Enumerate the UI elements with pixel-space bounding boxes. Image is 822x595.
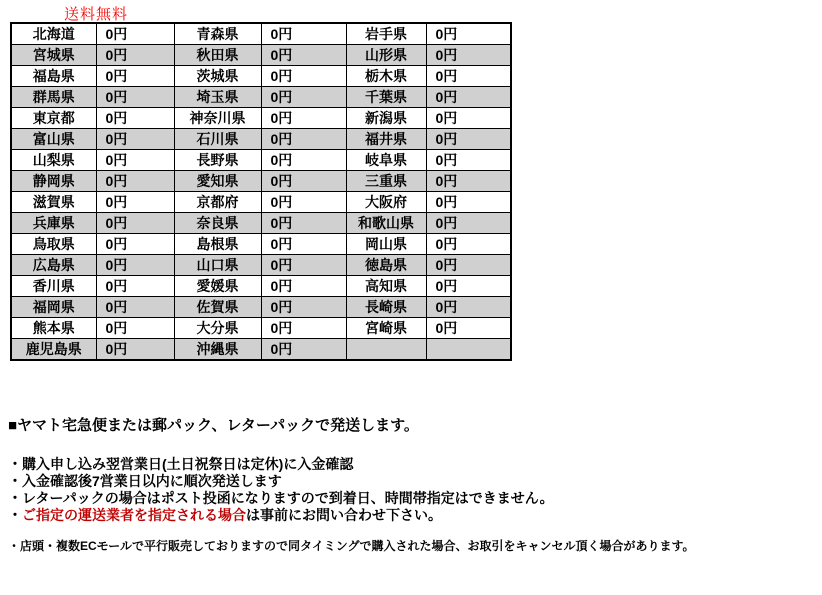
prefecture-name-cell: 山梨県 (11, 150, 96, 171)
shipping-fee-cell: 0円 (426, 150, 511, 171)
prefecture-name-cell: 岩手県 (346, 23, 426, 45)
note-text: ・購入申し込み翌営業日(土日祝祭日は定休)に入金確認 (8, 456, 354, 472)
prefecture-name-cell: 神奈川県 (174, 108, 261, 129)
table-row (11, 297, 511, 318)
prefecture-name-cell: 北海道 (11, 23, 96, 45)
shipping-fee-cell: 0円 (426, 318, 511, 339)
note-text: は事前にお問い合わせ下さい。 (246, 507, 442, 523)
shipping-fee-cell: 0円 (426, 66, 511, 87)
free-shipping-label: 送料無料 (64, 6, 129, 23)
prefecture-name-cell: 鹿児島県 (11, 339, 96, 361)
note-line (8, 490, 554, 507)
prefecture-name-cell: 千葉県 (346, 87, 426, 108)
shipping-fee-cell: 0円 (261, 276, 346, 297)
prefecture-name-cell: 奈良県 (174, 213, 261, 234)
prefecture-name-cell: 長崎県 (346, 297, 426, 318)
prefecture-name-cell: 富山県 (11, 129, 96, 150)
shipping-fee-cell: 0円 (426, 234, 511, 255)
table-row (11, 276, 511, 297)
shipping-fee-cell: 0円 (426, 255, 511, 276)
shipping-fee-cell: 0円 (426, 129, 511, 150)
note-red-text: ご指定の運送業者を指定される場合 (22, 507, 246, 523)
prefecture-name-cell: 京都府 (174, 192, 261, 213)
shipping-fee-cell: 0円 (261, 318, 346, 339)
shipping-fee-cell: 0円 (96, 192, 174, 213)
prefecture-name-cell: 高知県 (346, 276, 426, 297)
shipping-method-heading: ■ヤマト宅急便または郵パック、レターパックで発送します。 (8, 417, 419, 434)
prefecture-name-cell: 新潟県 (346, 108, 426, 129)
shipping-fee-cell: 0円 (96, 108, 174, 129)
prefecture-name-cell: 山口県 (174, 255, 261, 276)
note-text: ・入金確認後7営業日以内に順次発送します (8, 473, 282, 489)
shipping-fee-cell: 0円 (261, 234, 346, 255)
shipping-fee-cell: 0円 (96, 255, 174, 276)
table-row (11, 87, 511, 108)
table-row (11, 129, 511, 150)
shipping-fee-cell: 0円 (261, 66, 346, 87)
shipping-fee-cell: 0円 (96, 297, 174, 318)
shipping-fee-cell: 0円 (96, 129, 174, 150)
shipping-fee-cell: 0円 (96, 339, 174, 361)
prefecture-name-cell: 滋賀県 (11, 192, 96, 213)
shipping-fee-cell: 0円 (96, 276, 174, 297)
prefecture-name-cell: 佐賀県 (174, 297, 261, 318)
shipping-fee-cell (426, 339, 511, 361)
shipping-fee-cell: 0円 (96, 66, 174, 87)
prefecture-name-cell: 栃木県 (346, 66, 426, 87)
prefecture-name-cell: 福島県 (11, 66, 96, 87)
shipping-fee-cell: 0円 (96, 234, 174, 255)
shipping-fee-cell: 0円 (261, 255, 346, 276)
prefecture-name-cell: 香川県 (11, 276, 96, 297)
table-row (11, 150, 511, 171)
prefecture-name-cell: 宮崎県 (346, 318, 426, 339)
table-row (11, 192, 511, 213)
prefecture-name-cell: 石川県 (174, 129, 261, 150)
shipping-fee-cell: 0円 (261, 87, 346, 108)
shipping-fee-cell: 0円 (261, 171, 346, 192)
prefecture-name-cell: 岡山県 (346, 234, 426, 255)
note-line (8, 473, 554, 490)
prefecture-name-cell: 秋田県 (174, 45, 261, 66)
table-row (11, 255, 511, 276)
prefecture-name-cell: 愛知県 (174, 171, 261, 192)
shipping-fee-cell: 0円 (96, 45, 174, 66)
table-row (11, 339, 511, 361)
shipping-fee-cell: 0円 (426, 171, 511, 192)
table-row (11, 213, 511, 234)
prefecture-name-cell: 和歌山県 (346, 213, 426, 234)
prefecture-name-cell: 愛媛県 (174, 276, 261, 297)
shipping-fee-cell: 0円 (261, 192, 346, 213)
shipping-fee-cell: 0円 (426, 108, 511, 129)
shipping-fee-cell: 0円 (261, 150, 346, 171)
prefecture-name-cell: 福岡県 (11, 297, 96, 318)
shipping-fee-cell: 0円 (426, 23, 511, 45)
prefecture-name-cell: 青森県 (174, 23, 261, 45)
prefecture-name-cell: 鳥取県 (11, 234, 96, 255)
shipping-fee-cell: 0円 (261, 23, 346, 45)
shipping-fee-cell: 0円 (426, 87, 511, 108)
prefecture-name-cell: 広島県 (11, 255, 96, 276)
shipping-fee-cell: 0円 (261, 108, 346, 129)
shipping-fee-cell: 0円 (426, 297, 511, 318)
prefecture-name-cell: 沖縄県 (174, 339, 261, 361)
prefecture-name-cell: 三重県 (346, 171, 426, 192)
shipping-fee-cell: 0円 (426, 276, 511, 297)
table-row (11, 66, 511, 87)
parallel-sales-footnote: ・店頭・複数ECモールで平行販売しておりますので同タイミングで購入された場合、お取引をキャンセル頂く場合があります。 (8, 539, 695, 553)
prefecture-name-cell: 茨城県 (174, 66, 261, 87)
shipping-fee-cell: 0円 (261, 45, 346, 66)
note-line (8, 456, 554, 473)
prefecture-name-cell: 静岡県 (11, 171, 96, 192)
shipping-fee-cell: 0円 (261, 297, 346, 318)
prefecture-name-cell: 徳島県 (346, 255, 426, 276)
shipping-fee-cell: 0円 (96, 318, 174, 339)
shipping-fee-cell: 0円 (261, 339, 346, 361)
note-line (8, 507, 554, 524)
prefecture-name-cell: 宮城県 (11, 45, 96, 66)
table-row (11, 23, 511, 45)
prefecture-name-cell: 東京都 (11, 108, 96, 129)
shipping-fee-cell: 0円 (96, 171, 174, 192)
prefecture-name-cell: 群馬県 (11, 87, 96, 108)
shipping-fee-cell: 0円 (261, 129, 346, 150)
table-row (11, 108, 511, 129)
note-text: ・レターパックの場合はポスト投函になりますので到着日、時間帯指定はできません。 (8, 490, 554, 506)
shipping-table-body (11, 23, 511, 360)
prefecture-name-cell (346, 339, 426, 361)
table-row (11, 45, 511, 66)
prefecture-name-cell: 熊本県 (11, 318, 96, 339)
shipping-fee-cell: 0円 (426, 45, 511, 66)
prefecture-name-cell: 福井県 (346, 129, 426, 150)
shipping-fee-cell: 0円 (96, 87, 174, 108)
shipping-fee-cell: 0円 (96, 23, 174, 45)
shipping-fee-cell: 0円 (96, 213, 174, 234)
prefecture-name-cell: 大分県 (174, 318, 261, 339)
table-row (11, 318, 511, 339)
prefecture-name-cell: 埼玉県 (174, 87, 261, 108)
prefecture-name-cell: 兵庫県 (11, 213, 96, 234)
prefecture-name-cell: 島根県 (174, 234, 261, 255)
table-row (11, 234, 511, 255)
table-row (11, 171, 511, 192)
prefecture-name-cell: 大阪府 (346, 192, 426, 213)
prefecture-name-cell: 長野県 (174, 150, 261, 171)
shipping-notes (8, 456, 554, 524)
shipping-fee-cell: 0円 (426, 213, 511, 234)
note-text: ・ (8, 507, 22, 523)
prefecture-name-cell: 山形県 (346, 45, 426, 66)
shipping-fee-cell: 0円 (426, 192, 511, 213)
shipping-fee-cell: 0円 (96, 150, 174, 171)
prefecture-name-cell: 岐阜県 (346, 150, 426, 171)
shipping-fee-table (10, 22, 512, 361)
shipping-fee-cell: 0円 (261, 213, 346, 234)
